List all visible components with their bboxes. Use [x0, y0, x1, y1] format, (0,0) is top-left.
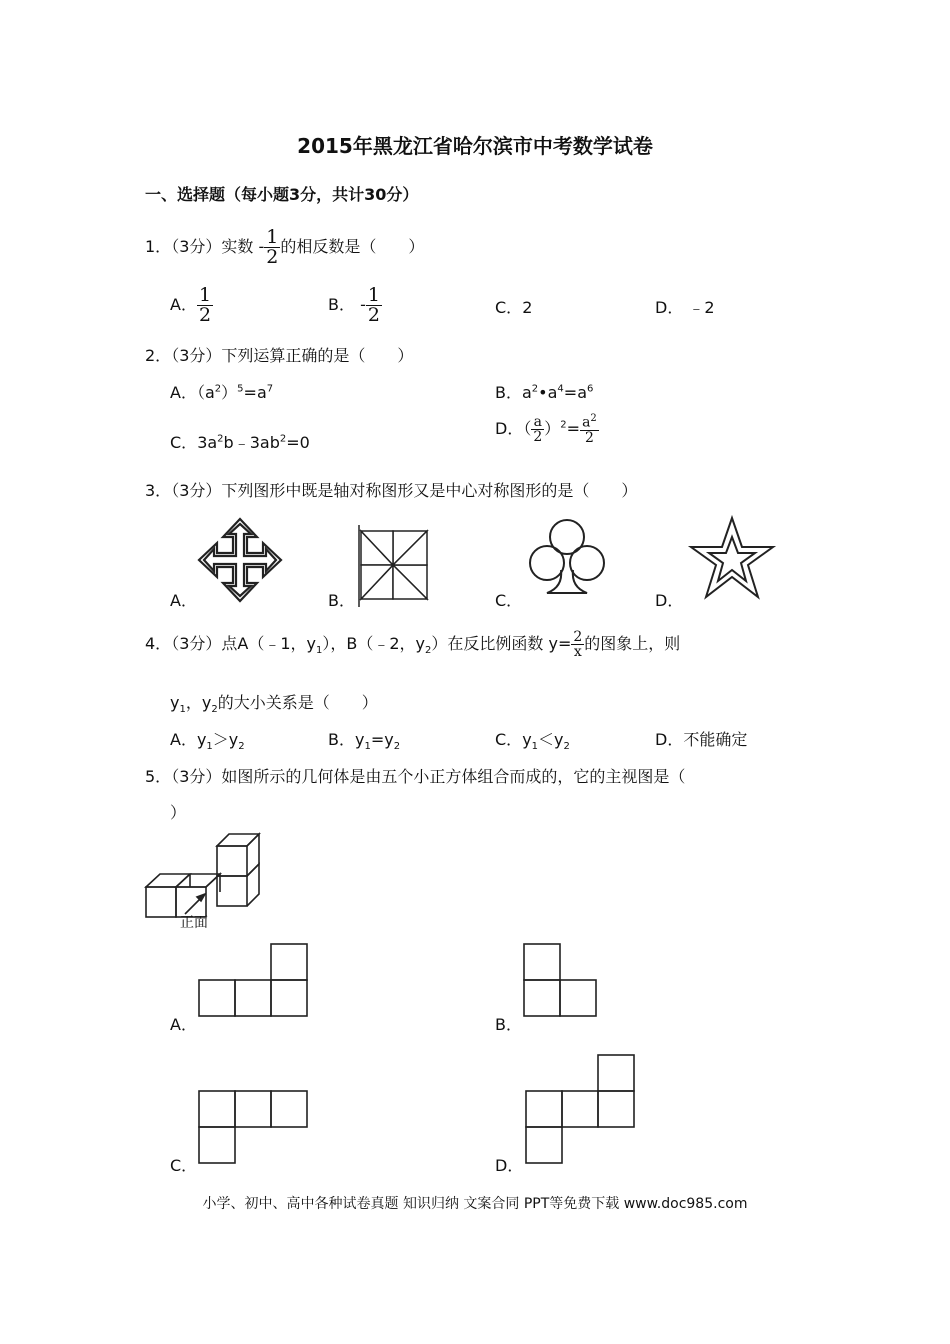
q1-option-b[interactable]: B． - $\frac{1}{2}$ [328, 284, 380, 326]
q5-view-c [198, 1090, 308, 1165]
page-title: 2015年黑龙江省哈尔滨市中考数学试卷 [297, 134, 653, 158]
q5-option-a[interactable]: A． [170, 1015, 197, 1034]
q1-option-c[interactable]: C．2 [495, 298, 533, 317]
q2-option-c[interactable]: C．$3a^2b﹣3ab^2=0$ [170, 433, 310, 452]
q5-view-d [525, 1054, 635, 1164]
question-1 [145, 228, 424, 267]
q2-option-b[interactable]: B．$a^2•a^4=a^6$ [495, 383, 594, 402]
q1-option-a[interactable]: A． $\frac{1}{2}$ [170, 284, 212, 326]
q1-b-fraction: $\frac{1}{2}$ [367, 284, 380, 326]
pinwheel-figure [355, 525, 430, 607]
q1-score: （3分） [171, 237, 222, 256]
question-4: 4．（3分）点A（﹣1，$y_1$），B（﹣2，$y_2$）在反比例函数 y= $\frac{2}{x}$ 的图象上，则 [145, 629, 681, 660]
footer: 小学、初中、高中各种试卷真题 知识归纳 文案合同 PPT等免费下载 www.doc985.com [202, 1196, 748, 1212]
q1-a-fraction: $\frac{1}{2}$ [198, 284, 212, 326]
q1-text-after: 的相反数是（ ） [280, 237, 425, 256]
q5-view-a [198, 943, 308, 1018]
q5-option-c[interactable]: C． [170, 1156, 198, 1175]
q5-option-d[interactable]: D． [495, 1156, 524, 1175]
q4-option-d[interactable]: D．不能确定 [655, 730, 748, 749]
q5-view-b [523, 943, 598, 1018]
question-4-line2: $y_1$，$y_2$的大小关系是（ ） [170, 693, 378, 716]
q1-minus: - [258, 237, 265, 256]
q4-fraction: $\frac{2}{x}$ [573, 629, 583, 660]
q4-option-c[interactable]: C．$y_1<y_2$ [495, 730, 570, 753]
q3-option-c[interactable]: C． [495, 591, 523, 610]
q3-option-b[interactable]: B． [328, 591, 355, 610]
front-label: 正面 [180, 915, 208, 931]
four-arrow-figure [195, 515, 285, 605]
q1-number: 1． [145, 237, 172, 256]
section-heading: 一、选择题（每小题3分，共计30分） [145, 185, 419, 204]
q2-option-d[interactable]: D．（ $\frac{a}{2}$ ）$^2$= $\frac{a^2}{2}$ [495, 413, 597, 446]
question-3: 3．（3分）下列图形中既是轴对称图形又是中心对称图形的是（ ） [145, 481, 638, 500]
q1-fraction: $\frac{1}{2}$ [266, 226, 279, 268]
question-5-line2: ） [170, 803, 187, 822]
double-star-figure [687, 515, 777, 603]
q2-option-a[interactable]: A．$(a^2)^5=a^7$ [170, 383, 274, 402]
q4-option-b[interactable]: B．$y_1=y_2$ [328, 730, 401, 753]
q3-option-d[interactable]: D． [655, 591, 684, 610]
q3-option-a[interactable]: A． [170, 591, 197, 610]
question-2: 2．（3分）下列运算正确的是（ ） [145, 346, 414, 365]
q1-text-before: 实数 [221, 237, 254, 256]
q1-option-d[interactable]: D． ﹣2 [655, 298, 715, 317]
question-5: 5．（3分）如图所示的几何体是由五个小正方体组合而成的，它的主视图是（ [145, 767, 686, 786]
q5-option-b[interactable]: B． [495, 1015, 522, 1034]
club-figure [527, 515, 607, 600]
q4-option-a[interactable]: A．$y_1>y_2$ [170, 730, 245, 753]
